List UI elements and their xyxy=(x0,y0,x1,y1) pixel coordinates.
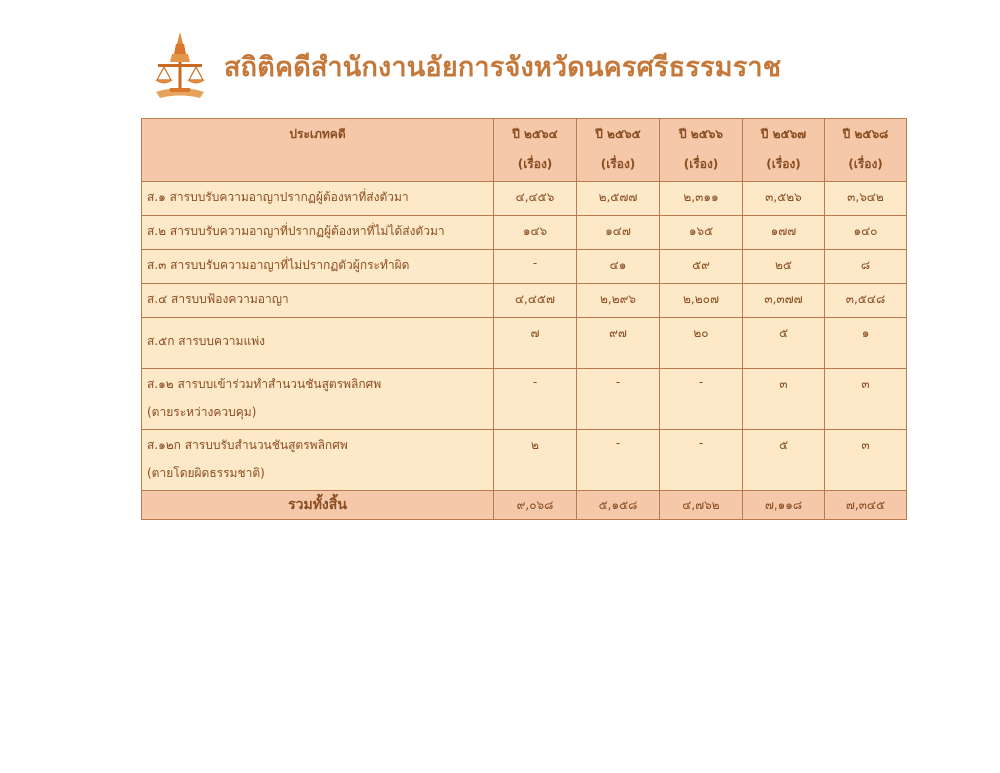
total-label: รวมทั้งสิ้น xyxy=(142,491,494,520)
year-label: ปี ๒๕๖๗ xyxy=(760,127,807,141)
case-count: ๑๔๗ xyxy=(577,216,660,250)
case-type-label: ส.๒ สารบบรับความอาญาที่ปรากฏผู้ต้องหาที่ไม่ได้ส่งตัวมา xyxy=(142,216,494,250)
case-count: ๑๖๕ xyxy=(660,216,743,250)
case-count: ๔,๔๕๗ xyxy=(494,284,577,318)
case-count: ๓ xyxy=(743,369,825,430)
table-row xyxy=(142,250,907,284)
case-type-label: ส.๑๒ก สารบบรับสำนวนชันสูตรพลิกศพ xyxy=(147,438,348,452)
case-type-cell xyxy=(142,369,494,430)
case-count: ๒,๕๗๗ xyxy=(577,182,660,216)
case-count: ๓,๕๔๘ xyxy=(825,284,907,318)
page-title: สถิติคดีสำนักงานอัยการจังหวัดนครศรีธรรมราช xyxy=(224,51,782,83)
case-type-header: ประเภทคดี xyxy=(142,119,494,182)
case-count: - xyxy=(494,250,577,284)
table-header-row xyxy=(142,119,907,182)
total-count: ๕,๑๕๘ xyxy=(577,491,660,520)
total-count: ๗,๓๔๕ xyxy=(825,491,907,520)
case-count: ๙๗ xyxy=(577,318,660,369)
table-row xyxy=(142,430,907,491)
unit-label: (เรื่อง) xyxy=(766,157,801,171)
case-count: ๑ xyxy=(825,318,907,369)
year-header xyxy=(494,119,577,182)
table-row xyxy=(142,369,907,430)
case-type-label: ส.๓ สารบบรับความอาญาที่ไม่ปรากฏตัวผู้กระทำผิด xyxy=(142,250,494,284)
total-count: ๙,๐๖๘ xyxy=(494,491,577,520)
case-count: ๓,๖๔๒ xyxy=(825,182,907,216)
year-header xyxy=(743,119,825,182)
year-label: ปี ๒๕๖๘ xyxy=(842,127,889,141)
case-count: ๒๐ xyxy=(660,318,743,369)
prosecutor-emblem-icon xyxy=(150,30,210,102)
case-type-note: (ตายระหว่างควบคุม) xyxy=(147,405,257,419)
table-row xyxy=(142,182,907,216)
case-count: ๑๗๗ xyxy=(743,216,825,250)
case-type-note: (ตายโดยผิดธรรมชาติ) xyxy=(147,466,265,480)
total-row xyxy=(142,491,907,520)
case-count: - xyxy=(660,430,743,491)
case-count: ๒,๓๑๑ xyxy=(660,182,743,216)
case-count: ๕ xyxy=(743,430,825,491)
case-count: ๒,๒๙๖ xyxy=(577,284,660,318)
case-type-label: ส.๔ สารบบฟ้องความอาญา xyxy=(142,284,494,318)
case-statistics-table xyxy=(141,118,907,520)
case-count: ๒,๒๐๗ xyxy=(660,284,743,318)
case-count: ๓ xyxy=(825,430,907,491)
case-count: ๒๕ xyxy=(743,250,825,284)
table-row xyxy=(142,216,907,250)
year-label: ปี ๒๕๖๕ xyxy=(595,127,641,141)
case-type-label: ส.๑ สารบบรับความอาญาปรากฏผู้ต้องหาที่ส่งตัวมา xyxy=(142,182,494,216)
case-count: - xyxy=(577,430,660,491)
case-count: ๔๑ xyxy=(577,250,660,284)
case-count: ๘ xyxy=(825,250,907,284)
table-row xyxy=(142,284,907,318)
unit-label: (เรื่อง) xyxy=(848,157,883,171)
total-count: ๔,๗๖๒ xyxy=(660,491,743,520)
page-header xyxy=(150,30,781,102)
case-count: ๕๙ xyxy=(660,250,743,284)
table-row xyxy=(142,318,907,369)
case-type-cell xyxy=(142,430,494,491)
case-type-label: ส.๕ก สารบบความแพ่ง xyxy=(142,318,494,369)
case-count: ๓ xyxy=(825,369,907,430)
year-label: ปี ๒๕๖๔ xyxy=(512,127,558,141)
year-header xyxy=(577,119,660,182)
case-count: ๒ xyxy=(494,430,577,491)
total-count: ๗,๑๑๘ xyxy=(743,491,825,520)
year-header xyxy=(660,119,743,182)
case-count: - xyxy=(577,369,660,430)
case-type-label: ส.๑๒ สารบบเข้าร่วมทำสำนวนชันสูตรพลิกศพ xyxy=(147,377,382,391)
case-count: - xyxy=(660,369,743,430)
year-header xyxy=(825,119,907,182)
case-count: ๔,๔๕๖ xyxy=(494,182,577,216)
year-label: ปี ๒๕๖๖ xyxy=(678,127,724,141)
case-count: ๑๔๖ xyxy=(494,216,577,250)
case-count: ๕ xyxy=(743,318,825,369)
case-count: ๗ xyxy=(494,318,577,369)
unit-label: (เรื่อง) xyxy=(600,157,636,171)
unit-label: (เรื่อง) xyxy=(683,157,719,171)
unit-label: (เรื่อง) xyxy=(517,157,553,171)
case-count: ๑๔๐ xyxy=(825,216,907,250)
case-count: ๓,๕๒๖ xyxy=(743,182,825,216)
case-count: - xyxy=(494,369,577,430)
case-count: ๓,๓๗๗ xyxy=(743,284,825,318)
